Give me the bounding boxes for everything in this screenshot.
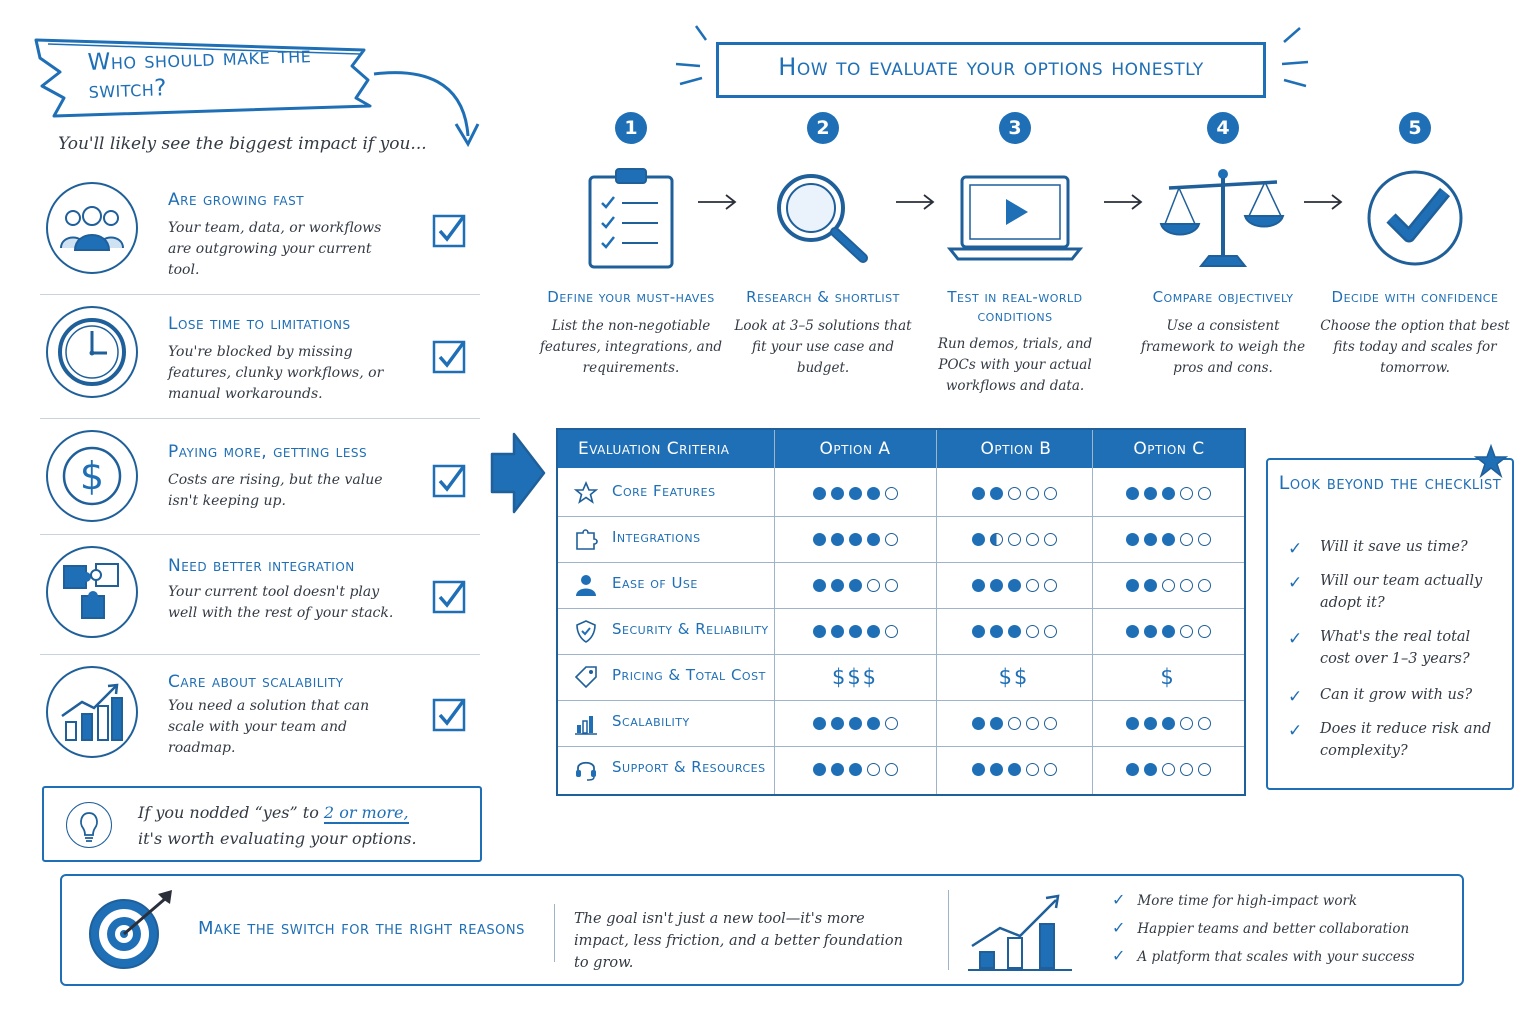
rating-dot (849, 487, 862, 500)
check-icon: ✓ (1288, 539, 1303, 559)
price-rating: $$$ (831, 665, 879, 689)
how-title-box (716, 42, 1266, 98)
table-row (558, 746, 1244, 792)
rating-cell-option-c (1092, 746, 1244, 792)
step-2 (728, 112, 918, 379)
rating-dot (1144, 717, 1157, 730)
beyond-item-text: Can it grow with us? (1320, 687, 1473, 703)
step-number: 4 (1207, 112, 1239, 144)
checkbox-checked-icon[interactable] (432, 464, 466, 498)
criterion-desc: Your current tool doesn't play well with the rest of your stack. (168, 584, 394, 621)
rating-dot (1044, 717, 1057, 730)
rating-dot (1044, 763, 1057, 776)
rating-cell-option-a (774, 608, 936, 654)
divider (554, 904, 555, 962)
checklist-icon (536, 158, 726, 278)
step-desc: Look at 3–5 solutions that fit your use case and budget. (734, 318, 912, 376)
scales-icon (1128, 158, 1318, 278)
svg-text:$: $ (79, 454, 105, 498)
people-icon (46, 182, 138, 274)
magnifier-icon (728, 158, 918, 278)
rating-cell-option-c (1092, 654, 1244, 700)
rating-dot (1180, 487, 1193, 500)
rating-dot (849, 533, 862, 546)
row-divider (40, 534, 480, 535)
rating-dot (1008, 717, 1021, 730)
criterion-desc: You need a solution that can scale with your team and roadmap. (168, 698, 370, 756)
rating-dot (1198, 487, 1211, 500)
check-icon: ✓ (1288, 687, 1303, 707)
step-title: Compare objectively (1152, 288, 1294, 306)
rating-dot (831, 579, 844, 592)
lightbulb-icon (66, 802, 112, 848)
row-divider (40, 654, 480, 655)
beyond-item-text: Will it save us time? (1320, 539, 1468, 555)
rating-dot (990, 763, 1003, 776)
criterion-title: Need better integration (168, 556, 355, 576)
criterion-row (40, 430, 480, 530)
rating-dot (1162, 763, 1175, 776)
rating-dot (867, 579, 880, 592)
step-number: 3 (999, 112, 1031, 144)
criterion-row (40, 182, 480, 282)
rating-dot (867, 717, 880, 730)
rating-dot (1126, 533, 1139, 546)
rating-dot (1180, 579, 1193, 592)
price-rating: $$ (998, 665, 1030, 689)
criterion-title: Lose time to limitations (168, 314, 351, 334)
rating-dot (1026, 717, 1039, 730)
rating-dot (972, 625, 985, 638)
step-number: 5 (1399, 112, 1431, 144)
rating-dot (1044, 579, 1057, 592)
rating-cell-option-a (774, 746, 936, 792)
rating-cell-option-c (1092, 562, 1244, 608)
rating-dot (1180, 625, 1193, 638)
step-number: 1 (615, 112, 647, 144)
table-row (558, 608, 1244, 654)
rating-cell-option-c (1092, 470, 1244, 516)
bottom-banner (60, 874, 1464, 986)
rating-dot (1144, 625, 1157, 638)
step-desc: Use a consistent framework to weigh the pros and cons. (1140, 318, 1306, 376)
rating-cell-option-b (936, 700, 1092, 746)
rating-dot (813, 717, 826, 730)
rating-dot (1198, 579, 1211, 592)
rating-dot (1044, 533, 1057, 546)
row-divider (40, 294, 480, 295)
step-desc: List the non-negotiable features, integrations, and requirements. (539, 318, 723, 376)
rating-dot (831, 487, 844, 500)
step-title: Define your must-haves (547, 288, 715, 306)
rating-dot (885, 579, 898, 592)
bar-chart-icon (574, 711, 598, 735)
price-rating: $ (1160, 665, 1176, 689)
rating-dot (1126, 717, 1139, 730)
rating-dot (885, 487, 898, 500)
beyond-item (1288, 626, 1498, 670)
rating-dot (990, 625, 1003, 638)
step-desc: Run demos, trials, and POCs with your actual workflows and data. (937, 336, 1093, 394)
criterion-desc: Costs are rising, but the value isn't keeping up. (168, 472, 383, 509)
rating-dot (885, 763, 898, 776)
rating-dot (1008, 625, 1021, 638)
rating-dot (1008, 579, 1021, 592)
check-icon: ✓ (1288, 721, 1303, 741)
user-icon (574, 573, 598, 597)
rating-dot (849, 717, 862, 730)
criterion-row (40, 546, 480, 646)
rating-dot (1026, 579, 1039, 592)
rating-dot (1180, 717, 1193, 730)
rating-dot (1008, 763, 1021, 776)
rating-cell-option-a (774, 470, 936, 516)
rating-cell-option-b (936, 516, 1092, 562)
beyond-item-text: Does it reduce risk and complexity? (1320, 721, 1492, 759)
rating-dot (1126, 625, 1139, 638)
rating-dot (831, 763, 844, 776)
clock-icon (46, 306, 138, 398)
emphasis-strokes-icon (1276, 22, 1316, 88)
criterion-label: Core Features (612, 482, 716, 500)
dollar-icon (46, 430, 138, 522)
star-icon (574, 481, 598, 505)
nodded-text (138, 800, 468, 852)
rating-dot (1162, 717, 1175, 730)
rating-dot (1008, 487, 1021, 500)
evaluation-table (556, 428, 1246, 796)
bottom-title: Make the switch for the right reasons (198, 918, 525, 939)
price-tag-icon (574, 665, 598, 689)
benefit-item (1112, 946, 1432, 965)
nodded-prefix: If you nodded “yes” to (138, 803, 324, 822)
rating-dot (1180, 763, 1193, 776)
check-icon: ✓ (1288, 573, 1303, 593)
beyond-item (1288, 536, 1498, 558)
rating-dot (1162, 579, 1175, 592)
step-3 (920, 112, 1110, 397)
rating-dot (1180, 533, 1193, 546)
header-criteria: Evaluation Criteria (578, 439, 730, 459)
step-4 (1128, 112, 1318, 379)
headset-icon (574, 757, 598, 781)
rating-cell-option-a (774, 700, 936, 746)
checkbox-checked-icon[interactable] (432, 698, 466, 732)
rating-dot (849, 579, 862, 592)
rating-dot (1126, 763, 1139, 776)
rating-dot (990, 533, 1003, 546)
step-1 (536, 112, 726, 379)
criterion-label: Integrations (612, 528, 701, 546)
rating-dot (813, 487, 826, 500)
rating-dot (1026, 533, 1039, 546)
beyond-item (1288, 718, 1498, 762)
rating-dot (867, 763, 880, 776)
header-option-b: Option B (980, 439, 1052, 459)
rating-cell-option-c (1092, 516, 1244, 562)
rating-dot (813, 579, 826, 592)
table-row (558, 516, 1244, 562)
check-icon: ✓ (1112, 890, 1126, 909)
rating-dot (1198, 625, 1211, 638)
criterion-desc: You're blocked by missing features, clunky workflows, or manual workarounds. (168, 344, 384, 402)
nodded-callout (42, 786, 482, 862)
big-arrow-icon (490, 432, 546, 514)
rating-dot (1026, 625, 1039, 638)
step-title: Test in real-world conditions (947, 288, 1083, 325)
rating-dot (972, 717, 985, 730)
puzzle-icon (46, 546, 138, 638)
criterion-desc: Your team, data, or workflows are outgrowing your current tool. (168, 220, 382, 278)
benefit-text: A platform that scales with your success (1137, 949, 1415, 965)
rating-dot (831, 717, 844, 730)
rating-dot (1144, 487, 1157, 500)
rating-dot (972, 487, 985, 500)
check-icon: ✓ (1288, 629, 1303, 649)
rating-cell-option-b (936, 562, 1092, 608)
target-icon (88, 890, 178, 970)
rating-cell-option-c (1092, 608, 1244, 654)
beyond-item-text: What's the real total cost over 1–3 years? (1320, 629, 1471, 667)
rating-dot (990, 579, 1003, 592)
criterion-title: Care about scalability (168, 672, 344, 692)
checkbox-checked-icon[interactable] (432, 580, 466, 614)
benefit-item (1112, 918, 1432, 937)
beyond-checklist-panel (1266, 458, 1514, 790)
rating-dot (1044, 625, 1057, 638)
rating-cell-option-c (1092, 700, 1244, 746)
rating-dot (1198, 763, 1211, 776)
checkbox-checked-icon[interactable] (432, 214, 466, 248)
rating-dot (849, 763, 862, 776)
rating-dot (831, 625, 844, 638)
table-row (558, 470, 1244, 516)
nodded-suffix: it's worth evaluating your options. (138, 829, 417, 848)
checkbox-checked-icon[interactable] (432, 340, 466, 374)
rating-cell-option-b (936, 470, 1092, 516)
rating-dot (1144, 763, 1157, 776)
who-title: Who should make the switch? (87, 42, 312, 104)
rating-dot (831, 533, 844, 546)
criterion-label: Pricing & Total Cost (612, 666, 766, 684)
rating-cell-option-b (936, 654, 1092, 700)
criterion-label: Support & Resources (612, 758, 766, 776)
rating-dot (1198, 533, 1211, 546)
rating-cell-option-b (936, 608, 1092, 654)
check-circle-icon (1320, 158, 1510, 278)
divider (948, 890, 949, 970)
how-title: How to evaluate your options honestly (778, 53, 1204, 81)
rating-dot (1162, 533, 1175, 546)
rating-dot (1026, 763, 1039, 776)
rating-dot (885, 717, 898, 730)
rating-dot (813, 533, 826, 546)
rating-dot (990, 487, 1003, 500)
step-number: 2 (807, 112, 839, 144)
rating-dot (1144, 579, 1157, 592)
rating-dot (849, 625, 862, 638)
table-header (558, 430, 1244, 468)
rating-dot (1044, 487, 1057, 500)
criterion-title: Are growing fast (168, 190, 305, 210)
row-divider (40, 418, 480, 419)
check-icon: ✓ (1112, 918, 1126, 937)
criterion-row (40, 666, 480, 766)
criterion-label: Security & Reliability (612, 620, 769, 638)
step-title: Research & shortlist (746, 288, 900, 306)
beyond-item (1288, 570, 1498, 614)
rating-dot (813, 625, 826, 638)
table-row (558, 700, 1244, 746)
laptop-play-icon (920, 158, 1110, 278)
step-5 (1320, 112, 1510, 379)
shield-icon (574, 619, 598, 643)
rating-dot (1144, 533, 1157, 546)
who-intro: You'll likely see the biggest impact if you... (58, 134, 427, 154)
rating-dot (1198, 717, 1211, 730)
bottom-goal: The goal isn't just a new tool—it's more impact, less friction, and a better foundation to grow. (574, 911, 903, 971)
nodded-emphasis: 2 or more, (323, 803, 409, 822)
rating-dot (972, 763, 985, 776)
check-icon: ✓ (1112, 946, 1126, 965)
rating-dot (885, 625, 898, 638)
growth-chart-icon (964, 892, 1074, 972)
rating-dot (972, 579, 985, 592)
header-option-a: Option A (819, 439, 891, 459)
header-option-c: Option C (1133, 439, 1205, 459)
rating-cell-option-a (774, 654, 936, 700)
rating-dot (1162, 625, 1175, 638)
table-row (558, 654, 1244, 700)
growth-chart-icon (46, 666, 138, 758)
rating-dot (972, 533, 985, 546)
step-title: Decide with confidence (1331, 288, 1499, 306)
table-row (558, 562, 1244, 608)
benefit-text: Happier teams and better collaboration (1137, 921, 1410, 937)
rating-dot (1026, 487, 1039, 500)
rating-cell-option-a (774, 562, 936, 608)
rating-dot (1126, 579, 1139, 592)
rating-dot (1008, 533, 1021, 546)
rating-dot (867, 487, 880, 500)
rating-dot (1162, 487, 1175, 500)
beyond-title: Look beyond the checklist (1278, 472, 1502, 494)
rating-dot (813, 763, 826, 776)
rating-dot (885, 533, 898, 546)
step-desc: Choose the option that best fits today and scales for tomorrow. (1320, 318, 1510, 376)
criterion-label: Ease of Use (612, 574, 698, 592)
rating-cell-option-a (774, 516, 936, 562)
criterion-row (40, 306, 480, 406)
rating-cell-option-b (936, 746, 1092, 792)
criterion-label: Scalability (612, 712, 690, 730)
star-accent-icon (1474, 444, 1508, 478)
rating-dot (867, 625, 880, 638)
beyond-item-text: Will our team actually adopt it? (1320, 573, 1483, 611)
rating-dot (867, 533, 880, 546)
rating-dot (1126, 487, 1139, 500)
benefit-item (1112, 890, 1432, 909)
beyond-item (1288, 684, 1498, 706)
rating-dot (990, 717, 1003, 730)
benefit-text: More time for high-impact work (1137, 893, 1358, 909)
puzzle-piece-icon (574, 527, 598, 551)
criterion-title: Paying more, getting less (168, 442, 368, 462)
